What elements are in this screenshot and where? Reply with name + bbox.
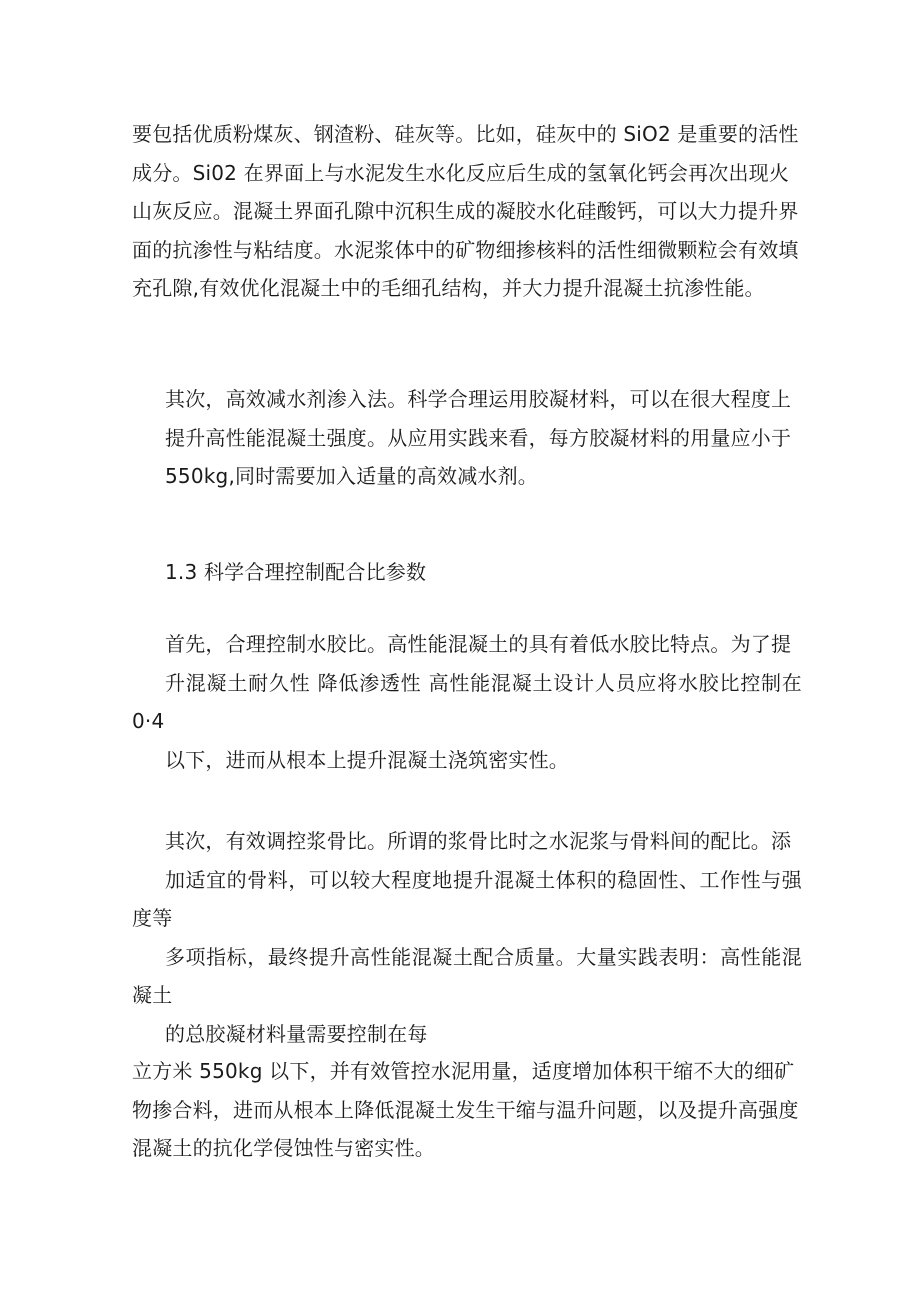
text-line: 要包括优质粉煤灰、钢渣粉、硅灰等。比如，硅灰中的 SiO2 是重要的活性 — [132, 122, 799, 146]
text-line: 550kg,同时需要加入适量的高效减水剂。 — [165, 464, 539, 488]
paragraph-water-binder-ratio — [132, 625, 802, 779]
text-line: 提升高性能混凝土强度。从应用实践来看，每方胶凝材料的用量应小于 — [165, 425, 792, 450]
text-line: 其次，有效调控浆骨比。所谓的浆骨比时之水泥浆与骨料间的配比。添 — [165, 829, 792, 853]
text-line: 面的抗渗性与粘结度。水泥浆体中的矿物细掺核料的活性细微颗粒会有效填 — [132, 237, 799, 262]
paragraph-cement-content — [132, 1052, 802, 1168]
paragraph-mineral-admixtures — [132, 115, 802, 308]
text-line: 以下，进而从根本上提升混凝土浇筑密实性。 — [165, 747, 569, 772]
text-line: 首先，合理控制水胶比。高性能混凝土的具有着低水胶比特点。为了提 — [165, 632, 792, 656]
paragraph-paste-aggregate-ratio — [132, 822, 802, 1053]
section-heading-text: 1.3 科学合理控制配合比参数 — [165, 560, 427, 584]
text-line: 充孔隙,有效优化混凝土中的毛细孔结构，并大力提升混凝土抗渗性能。 — [132, 276, 765, 300]
text-line: 成分。Si02 在界面上与水泥发生水化反应后生成的氢氧化钙会再次出现火 — [132, 160, 790, 185]
text-line: 多项指标，最终提升高性能混凝土配合质量。大量实践表明：高性能混凝土 — [132, 944, 802, 1007]
text-line: 其次，高效减水剂渗入法。科学合理运用胶凝材料，可以在很大程度上 — [165, 387, 792, 411]
text-line: 物掺合料，进而从根本上降低混凝土发生干缩与温升问题，以及提升高强度 — [132, 1097, 799, 1122]
text-line: 加适宜的骨料，可以较大程度地提升混凝土体积的稳固性、工作性与强度等 — [132, 867, 802, 930]
text-line: 升混凝土耐久性 降低渗透性 高性能混凝土设计人员应将水胶比控制在 0·4 — [132, 670, 802, 733]
text-line: 的总胶凝材料量需要控制在每 — [165, 1021, 428, 1046]
section-heading-1-3 — [132, 553, 802, 592]
text-line: 混凝土的抗化学侵蚀性与密实性。 — [132, 1136, 435, 1160]
paragraph-water-reducer — [132, 380, 802, 496]
text-line: 山灰反应。混凝土界面孔隙中沉积生成的凝胶水化硅酸钙，可以大力提升界 — [132, 199, 799, 223]
text-line: 立方米 550kg 以下，并有效管控水泥用量，适度增加体积干缩不大的细矿 — [132, 1059, 795, 1083]
